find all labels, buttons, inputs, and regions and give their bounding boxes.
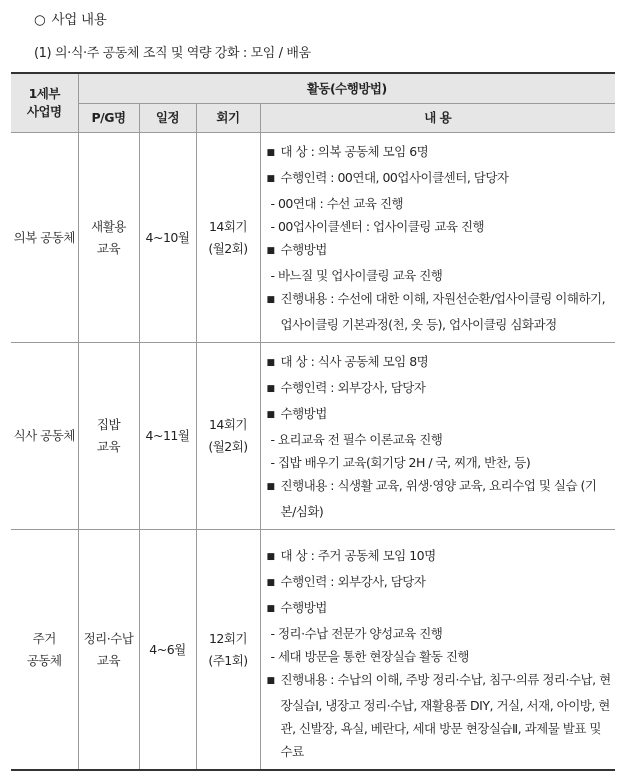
header-project-name [11,73,78,133]
content-line: - 바느질 및 업사이클링 교육 진행 [267,264,612,287]
row-pg [78,530,139,771]
content-line: ■ 대 상 : 식사 공동체 모임 8명 [267,350,612,376]
activity-table [11,72,615,771]
row-name: 식사 공동체 [11,343,78,530]
row-name-line1: 주거 [32,630,56,646]
row-pg-line2: 교육 [96,240,121,256]
content-line: - 세대 방문을 통한 현장실습 활동 진행 [267,645,612,668]
row-pg-line2: 교육 [96,652,121,668]
sub-heading: (1) 의·식·주 공동체 조직 및 역량 강화 : 모임 / 배움 [34,46,311,61]
row-sessions-line1: 12회기 [208,630,248,646]
table-row [11,343,615,530]
row-content [260,343,615,530]
row-sessions [196,530,260,771]
row-name [11,530,78,771]
table-row [11,530,615,771]
section-heading-text: 사업 내용 [51,12,107,28]
header-project-name-line2: 사업명 [26,104,62,119]
row-name-line2: 공동체 [26,652,62,668]
row-sessions [196,343,260,530]
header-pg: P/G명 [78,104,139,133]
content-line: ■ 수행인력 : 외부강사, 담당자 [267,570,612,596]
row-content [260,530,615,771]
row-pg [78,343,139,530]
content-line: - 00업사이클센터 : 업사이클링 교육 진행 [267,215,612,238]
content-line: ■ 수행방법 [267,238,612,264]
row-sessions [196,133,260,343]
row-content [260,133,615,343]
section-heading [34,8,106,28]
content-line: ■ 수행인력 : 외부강사, 담당자 [267,376,612,402]
circle-bullet-icon: ○ [34,12,46,28]
table-row [11,133,615,343]
row-sessions-line1: 14회기 [208,417,248,432]
row-sessions-line1: 14회기 [208,218,248,234]
row-pg-line2: 교육 [96,439,121,454]
row-pg-line1: 정리·수납 [83,630,134,646]
content-line: ■ 진행내용 : 수선에 대한 이해, 자원선순환/업사이클링 이해하기, 업사이클링 기본과정(천, 옷 등), 업사이클링 심화과정 [267,287,612,336]
row-schedule: 4~11월 [139,343,196,530]
content-line: ■ 진행내용 : 수납의 이해, 주방 정리·수납, 침구·의류 정리·수납, 현장실습Ⅰ, 냉장고 정리·수납, 재활용품 DIY, 거실, 서재, 아이방, 현관, 신발장, 욕실, 베란다, 세대 방문 현장실습Ⅱ, 과제물 발표 및 수료 [267,668,612,763]
row-schedule: 4~10월 [139,133,196,343]
header-sessions: 회기 [196,104,260,133]
content-line: ■ 수행인력 : 00연대, 00업사이클센터, 담당자 [267,166,612,192]
header-schedule: 일정 [139,104,196,133]
content-line: - 집밥 배우기 교육(회기당 2H / 국, 찌개, 반찬, 등) [267,451,612,474]
row-sessions-line2: (주1회) [208,652,248,668]
row-schedule: 4~6월 [139,530,196,771]
header-activity: 활동(수행방법) [78,73,615,104]
row-sessions-line2: (월2회) [208,439,248,454]
row-pg [78,133,139,343]
row-sessions-line2: (월2회) [208,240,248,256]
content-line: ■ 수행방법 [267,596,612,622]
content-line: - 00연대 : 수선 교육 진행 [267,192,612,215]
content-line: ■ 대 상 : 주거 공동체 모임 10명 [267,544,612,570]
content-line: - 요리교육 전 필수 이론교육 진행 [267,428,612,451]
content-line: ■ 수행방법 [267,402,612,428]
row-pg-line1: 새활용 [91,218,126,234]
header-content: 내 용 [260,104,615,133]
header-project-name-line1: 1세부 [28,86,60,101]
content-line: ■ 진행내용 : 식생활 교육, 위생·영양 교육, 요리수업 및 실습 (기본/심화) [267,474,612,523]
row-pg-line1: 집밥 [96,417,121,432]
row-name: 의복 공동체 [11,133,78,343]
content-line: - 정리·수납 전문가 양성교육 진행 [267,622,612,645]
content-line: ■ 대 상 : 의복 공동체 모임 6명 [267,140,612,166]
